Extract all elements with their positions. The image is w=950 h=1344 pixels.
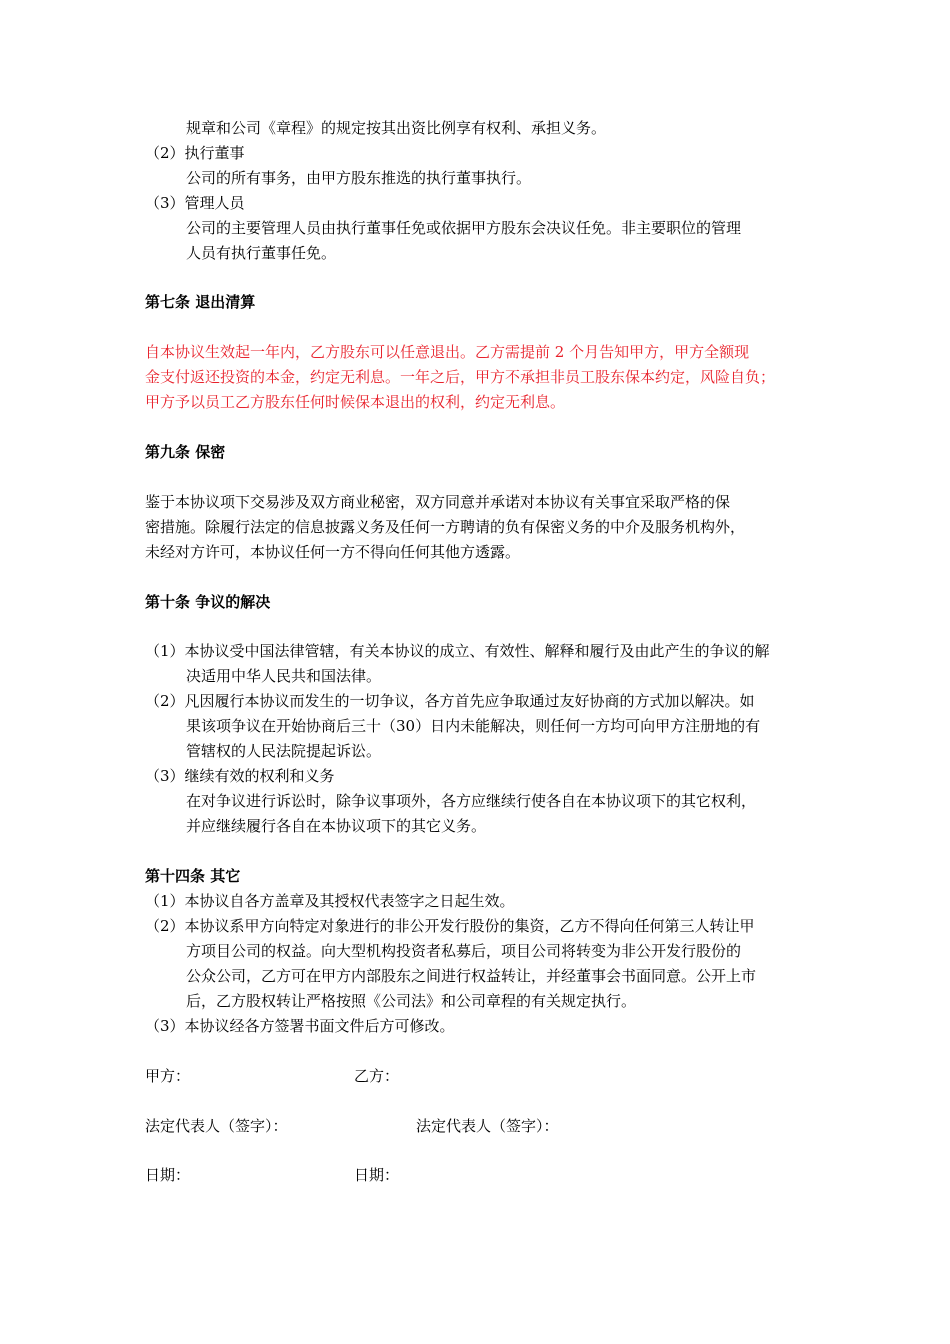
clause-heading-continuing-rights: （3）继续有效的权利和义务 bbox=[145, 767, 335, 785]
paragraph-line: 管辖权的人民法院提起诉讼。 bbox=[186, 742, 382, 760]
paragraph-line: （3）本协议经各方签署书面文件后方可修改。 bbox=[145, 1017, 455, 1035]
paragraph-line: 公众公司，乙方可在甲方内部股东之间进行权益转让，并经董事会书面同意。公开上市 bbox=[186, 967, 757, 985]
paragraph-line: （2）凡因履行本协议而发生的一切争议，各方首先应争取通过友好协商的方式加以解决。如 bbox=[145, 692, 755, 710]
paragraph-line: 公司的主要管理人员由执行董事任免或依据甲方股东会决议任免。非主要职位的管理 bbox=[186, 219, 742, 237]
paragraph-line: （1）本协议受中国法律管辖，有关本协议的成立、有效性、解释和履行及由此产生的争议的解 bbox=[145, 642, 770, 660]
party-a-date-label: 日期： bbox=[145, 1166, 191, 1184]
paragraph-line: 密措施。除履行法定的信息披露义务及任何一方聘请的负有保密义务的中介及服务机构外， bbox=[145, 518, 746, 536]
clause-heading-management: （3）管理人员 bbox=[145, 194, 245, 212]
clause-heading-executive-director: （2）执行董事 bbox=[145, 144, 245, 162]
article-7-title: 第七条 退出清算 bbox=[145, 293, 256, 311]
paragraph-line: 规章和公司《章程》的规定按其出资比例享有权利、承担义务。 bbox=[186, 119, 607, 137]
highlighted-line: 金支付返还投资的本金，约定无利息。一年之后，甲方不承担非员工股东保本约定，风险自负； bbox=[145, 368, 776, 386]
paragraph-line: 方项目公司的权益。向大型机构投资者私募后，项目公司将转变为非公开发行股份的 bbox=[186, 942, 742, 960]
paragraph-line: 公司的所有事务，由甲方股东推选的执行董事执行。 bbox=[186, 169, 532, 187]
article-14-title: 第十四条 其它 bbox=[145, 867, 241, 885]
paragraph-line: 在对争议进行诉讼时，除争议事项外，各方应继续行使各自在本协议项下的其它权利， bbox=[186, 792, 757, 810]
highlighted-line: 自本协议生效起一年内，乙方股东可以任意退出。乙方需提前 2 个月告知甲方，甲方全额现 bbox=[145, 343, 750, 361]
party-a-label: 甲方： bbox=[145, 1067, 191, 1085]
party-b-representative-label: 法定代表人（签字）： bbox=[416, 1117, 559, 1135]
paragraph-line: 鉴于本协议项下交易涉及双方商业秘密，双方同意并承诺对本协议有关事宜采取严格的保 bbox=[145, 493, 731, 511]
party-b-date-label: 日期： bbox=[354, 1166, 400, 1184]
paragraph-line: 并应继续履行各自在本协议项下的其它义务。 bbox=[186, 817, 487, 835]
paragraph-line: 后，乙方股权转让严格按照《公司法》和公司章程的有关规定执行。 bbox=[186, 992, 637, 1010]
article-10-title: 第十条 争议的解决 bbox=[145, 593, 271, 611]
paragraph-line: 未经对方许可，本协议任何一方不得向任何其他方透露。 bbox=[145, 543, 521, 561]
paragraph-line: 决适用中华人民共和国法律。 bbox=[186, 667, 382, 685]
paragraph-line: （1）本协议自各方盖章及其授权代表签字之日起生效。 bbox=[145, 892, 515, 910]
paragraph-line: 果该项争议在开始协商后三十（30）日内未能解决，则任何一方均可向甲方注册地的有 bbox=[186, 717, 761, 735]
party-b-label: 乙方： bbox=[354, 1067, 400, 1085]
paragraph-line: 人员有执行董事任免。 bbox=[186, 244, 337, 262]
paragraph-line: （2）本协议系甲方向特定对象进行的非公开发行股份的集资，乙方不得向任何第三人转让甲 bbox=[145, 917, 755, 935]
party-a-representative-label: 法定代表人（签字）： bbox=[145, 1117, 288, 1135]
highlighted-line: 甲方予以员工乙方股东任何时候保本退出的权利，约定无利息。 bbox=[145, 393, 566, 411]
article-9-title: 第九条 保密 bbox=[145, 443, 226, 461]
